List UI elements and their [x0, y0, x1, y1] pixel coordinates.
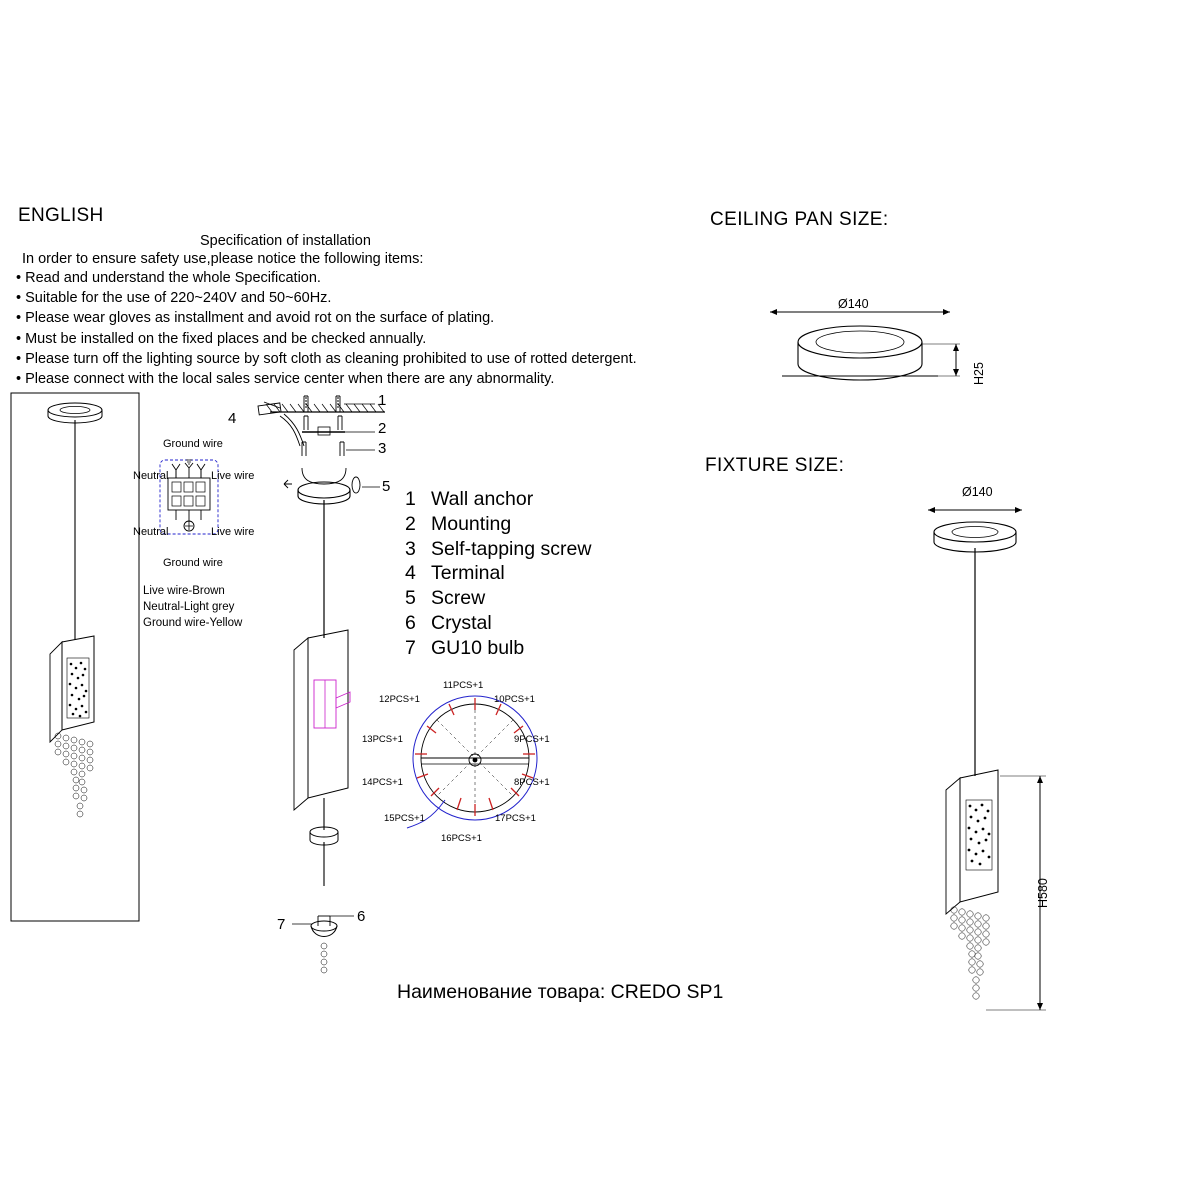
fixture-diameter-label: Ø140: [962, 485, 993, 499]
crystal-count-label: 9PCS+1: [514, 734, 550, 745]
wiring-label-live-bottom: Live wire: [211, 526, 255, 538]
wiring-label-live-top: Live wire: [211, 470, 255, 482]
spec-item: • Must be installed on the fixed places and be checked annually.: [16, 330, 427, 347]
legend-number: 3: [405, 537, 416, 560]
ceiling-pan-height-label: H25: [972, 362, 986, 385]
ceiling-pan-heading: CEILING PAN SIZE:: [710, 209, 889, 230]
callout-2: 2: [378, 420, 387, 437]
wiring-diagram: [128, 430, 258, 570]
language-heading: ENGLISH: [18, 205, 104, 226]
spec-item: • Suitable for the use of 220~240V and 50~60Hz.: [16, 290, 332, 307]
crystal-count-label: 14PCS+1: [362, 777, 403, 788]
crystal-count-label: 8PCS+1: [514, 777, 550, 788]
legend-label: Self-tapping screw: [431, 537, 592, 560]
crystal-count-label: 11PCS+1: [443, 680, 484, 691]
fixture-size-heading: FIXTURE SIZE:: [705, 455, 845, 476]
legend-label: Mounting: [431, 512, 512, 535]
callout-5: 5: [382, 478, 391, 495]
crystal-count-label: 17PCS+1: [495, 813, 536, 824]
legend-number: 7: [405, 636, 416, 659]
legend-label: Crystal: [431, 611, 492, 634]
legend-number: 4: [405, 562, 416, 585]
legend-label: Terminal: [431, 562, 505, 585]
legend-label: Wall anchor: [431, 488, 534, 510]
legend-label: GU10 bulb: [431, 636, 525, 659]
wiring-note: Ground wire-Yellow: [143, 617, 243, 629]
legend-number: 2: [405, 512, 416, 535]
crystal-count-label: 13PCS+1: [362, 734, 403, 745]
parts-legend: [405, 487, 591, 661]
wiring-label-ground-bottom: Ground wire: [163, 557, 223, 569]
fixture-drawing: [900, 500, 1080, 1040]
spec-item: • Read and understand the whole Specification.: [16, 270, 321, 286]
spec-item: • Please wear gloves as installment and avoid rot on the surface of plating.: [16, 310, 495, 327]
legend-row: [405, 586, 591, 611]
bottom-callout-leaders: [270, 890, 380, 950]
spec-list: [16, 268, 637, 389]
legend-label: Screw: [431, 587, 486, 610]
wiring-notes: [143, 583, 242, 631]
legend-row: [405, 512, 591, 537]
callout-4: 4: [228, 410, 237, 427]
legend-number: 5: [405, 587, 416, 610]
ceiling-pan-diameter-label: Ø140: [838, 297, 869, 311]
legend-row: [405, 537, 591, 562]
spec-item: • Please turn off the lighting source by soft cloth as cleaning prohibited to use of rotted detergent.: [16, 350, 637, 367]
crystal-count-label: 15PCS+1: [384, 813, 425, 824]
callout-6: 6: [357, 908, 366, 925]
product-name-caption: Наименование товара: CREDO SP1: [397, 981, 724, 1003]
wiring-note: Live wire-Brown: [143, 585, 225, 597]
legend-row: [405, 636, 591, 661]
callout-7: 7: [277, 916, 286, 933]
wiring-label-neutral-bottom: Neutral: [133, 526, 169, 538]
crystal-count-label: 16PCS+1: [441, 833, 482, 844]
wiring-label-neutral-top: Neutral: [133, 470, 169, 482]
legend-number: 1: [405, 488, 416, 510]
crystal-count-label: 12PCS+1: [379, 694, 420, 705]
legend-row: [405, 487, 591, 512]
product-overview-frame: [10, 392, 140, 922]
wiring-label-ground-top: Ground wire: [163, 438, 223, 450]
legend-row: [405, 561, 591, 586]
crystal-count-label: 10PCS+1: [494, 694, 535, 705]
wiring-note: Neutral-Light grey: [143, 601, 235, 613]
spec-intro: In order to ensure safety use,please notice the following items:: [22, 251, 424, 267]
callout-3: 3: [378, 440, 387, 457]
callout-1: 1: [378, 392, 387, 409]
spec-title: Specification of installation: [200, 233, 371, 249]
legend-number: 6: [405, 611, 416, 634]
legend-row: [405, 611, 591, 636]
fixture-height-label: H580: [1036, 878, 1050, 908]
spec-item: • Please connect with the local sales service center when there are any abnormality.: [16, 371, 555, 388]
